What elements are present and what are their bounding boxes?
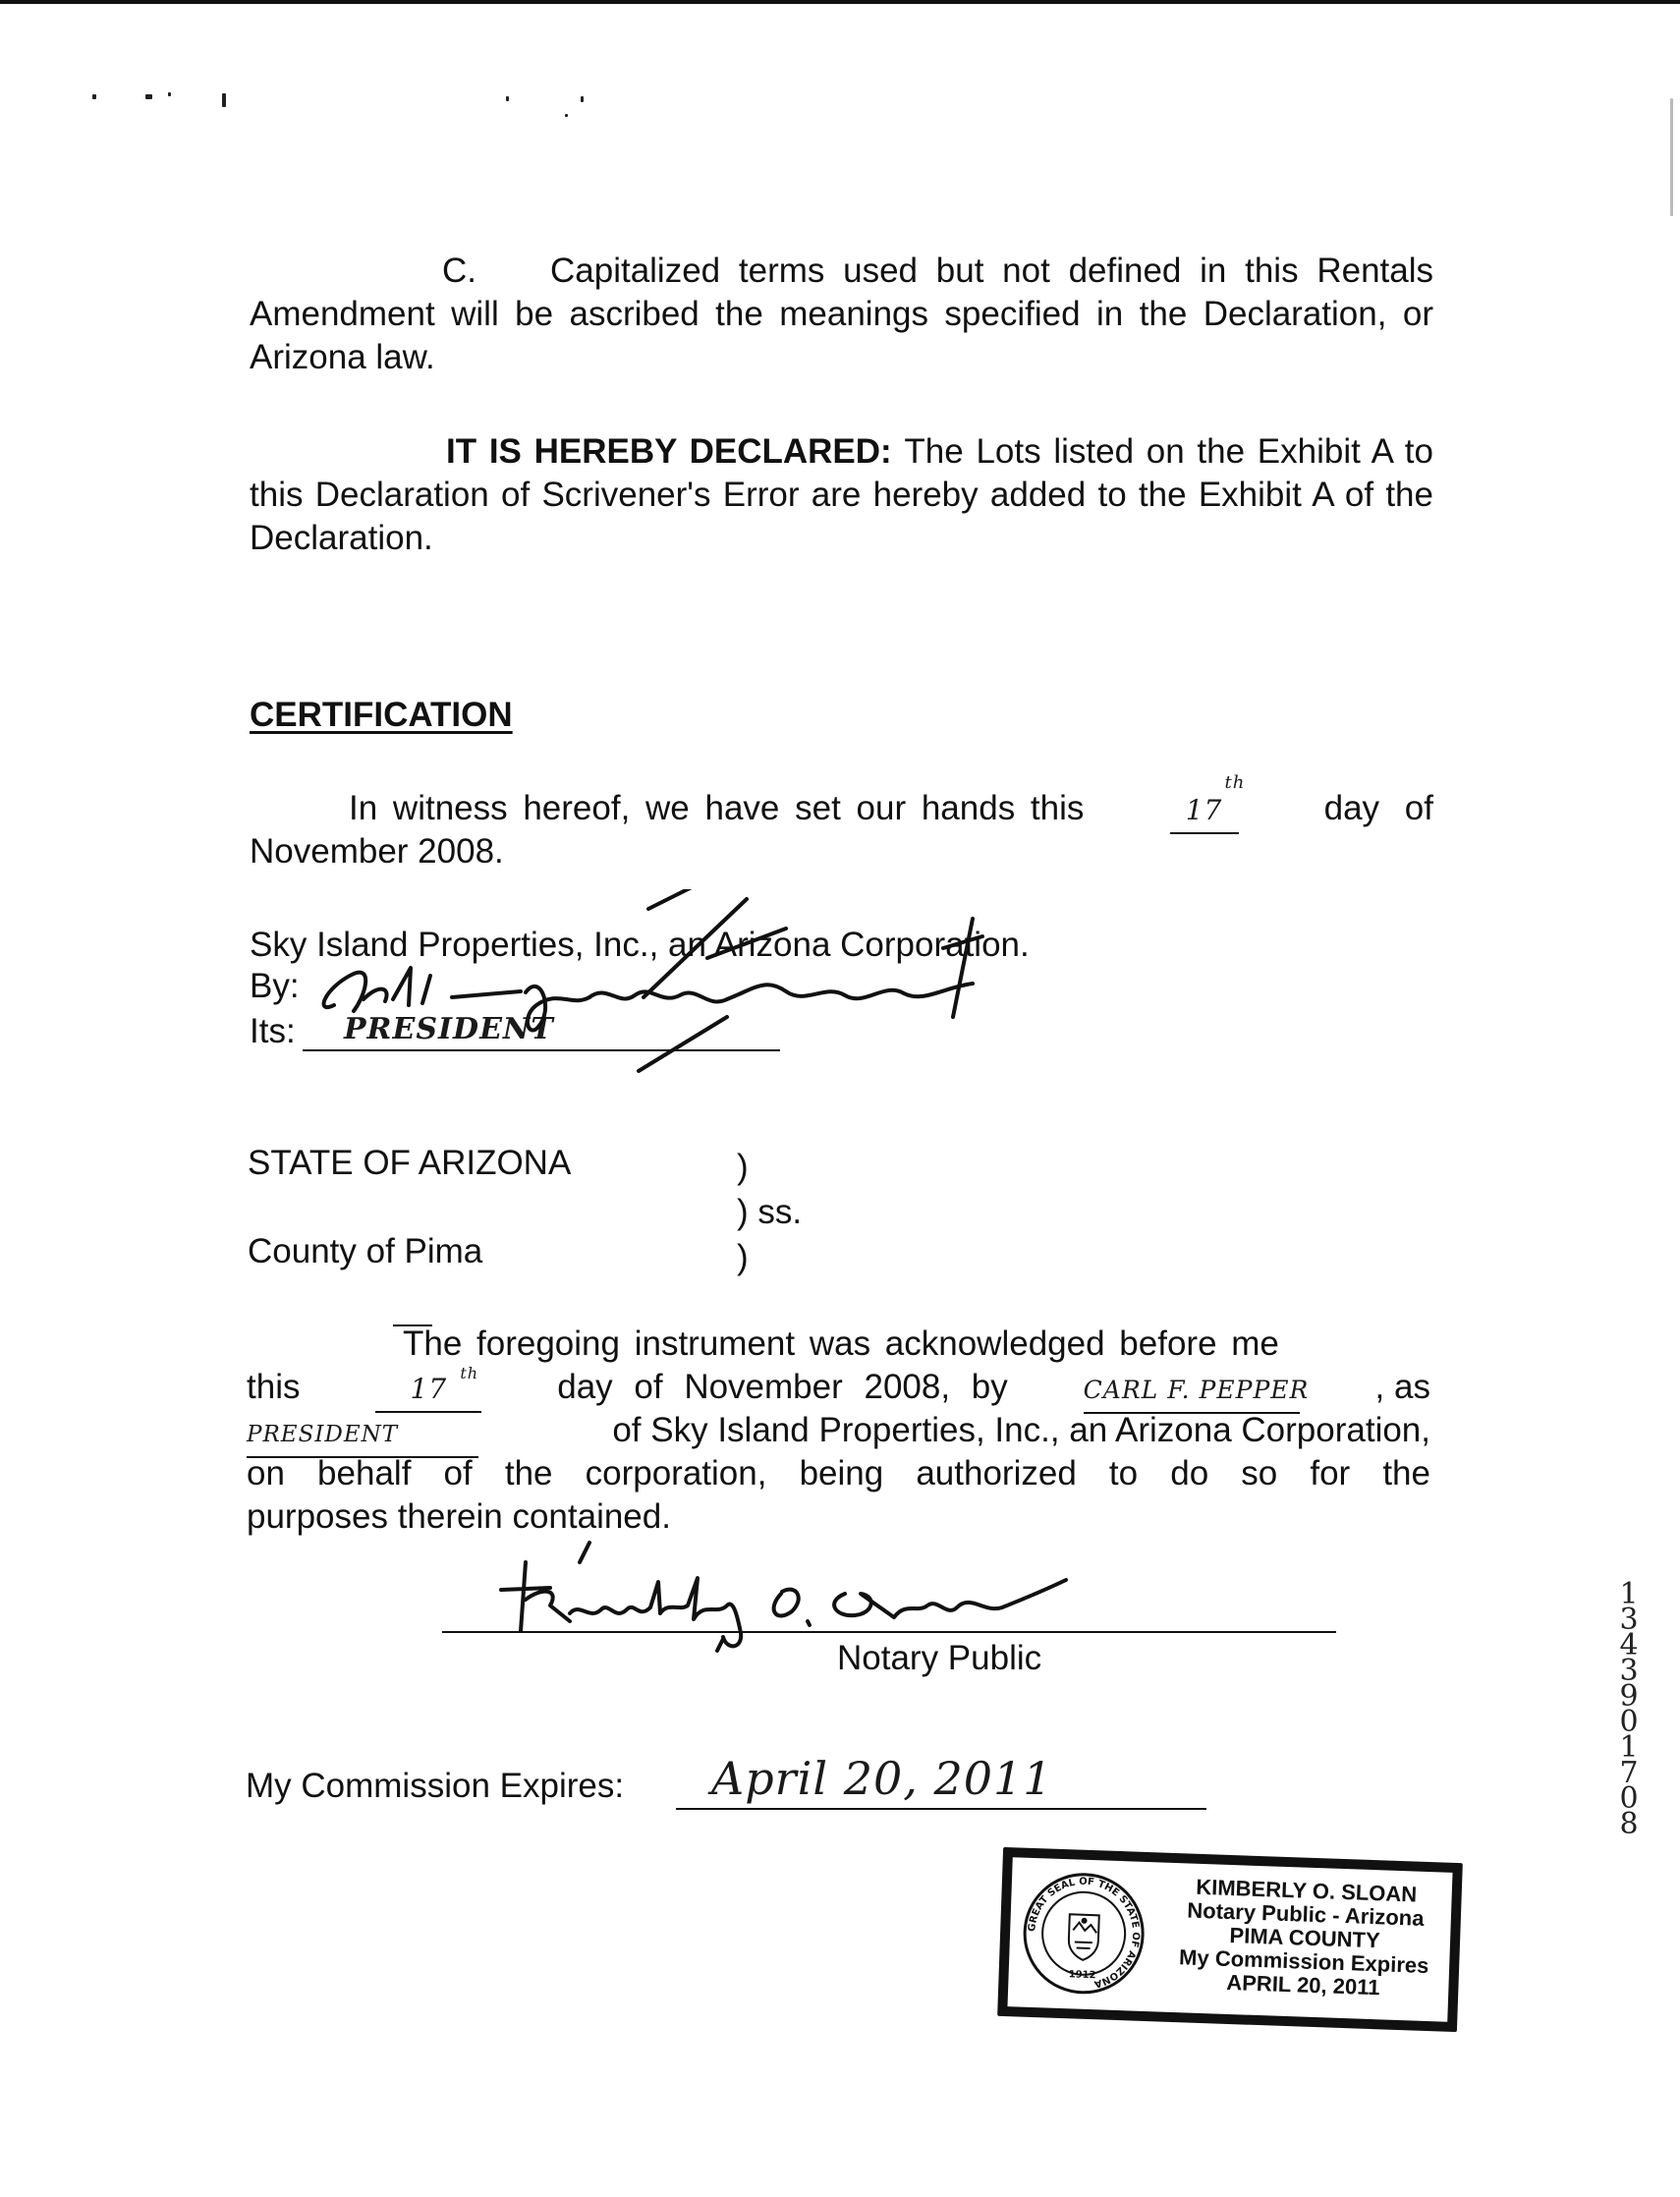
- certification-heading: CERTIFICATION: [250, 696, 513, 734]
- declared-lead: IT IS HEREBY DECLARED:: [446, 432, 892, 471]
- scan-speck: [145, 94, 152, 99]
- venue-ss: ) ss.: [737, 1193, 803, 1231]
- scan-speck: [506, 96, 509, 101]
- scan-speck: [581, 96, 584, 102]
- ack-day-blank: [375, 1366, 481, 1413]
- witness-after: day of: [1323, 789, 1433, 827]
- its-value: PRESIDENT: [344, 1012, 554, 1046]
- notary-label: Notary Public: [837, 1639, 1042, 1677]
- scan-speck: [92, 94, 96, 99]
- witness-line-2: November 2008.: [250, 832, 504, 871]
- paragraph-c-text: Capitalized terms used but not defined in this Rentals Amendment will be ascribed the meanings specified in the Declaration, or Arizona law.: [250, 252, 1433, 376]
- ack-line-1-text: The foregoing instrument was acknowledged before me: [403, 1324, 1279, 1363]
- ack-line-1: [403, 1323, 1430, 1366]
- notary-signature-line: [442, 1586, 1336, 1633]
- ack-line-5: purposes therein contained.: [247, 1497, 671, 1536]
- declared-text: The Lots listed on the Exhibit A to this Declaration of Scrivener's Error are hereby added to the Exhibit A of the Declaration.: [250, 432, 1433, 557]
- witness-day: 17: [1185, 794, 1223, 826]
- ack-as: , as: [1374, 1368, 1430, 1406]
- ack-day: 17: [410, 1373, 448, 1405]
- county-label: County of Pima: [248, 1232, 483, 1270]
- stamp-expires-date: APRIL 20, 2011: [1225, 1969, 1380, 2000]
- president-signature: [295, 889, 1081, 1086]
- ack-this: this: [247, 1368, 301, 1406]
- witness-day-blank: [1170, 772, 1246, 834]
- seal-ring-text: GREAT SEAL OF THE STATE OF ARIZONA: [1027, 1876, 1142, 1990]
- stamp-text: [1157, 1875, 1452, 2002]
- scan-speck: [222, 93, 226, 107]
- ack-person: CARL F. PEPPER: [1083, 1376, 1310, 1404]
- paragraph-c: [250, 250, 1433, 379]
- scan-top-edge: [0, 0, 1680, 4]
- scan-speck: [565, 114, 568, 117]
- venue-paren-top: ): [737, 1148, 749, 1186]
- stamp-name: KIMBERLY O. SLOAN: [1195, 1874, 1418, 1907]
- venue-paren-bottom: ): [737, 1238, 749, 1276]
- state-label: STATE OF ARIZONA: [248, 1144, 572, 1182]
- stamp-title: Notary Public - Arizona: [1186, 1897, 1425, 1931]
- witness-before: In witness hereof, we have set our hands this: [349, 789, 1085, 827]
- recording-number: 13439 01708: [1619, 1577, 1649, 1841]
- paragraph-c-letter: C.: [442, 252, 476, 290]
- ack-person-blank: [1083, 1366, 1310, 1414]
- ack-title: PRESIDENT: [247, 1422, 399, 1447]
- witness-day-suffix: th: [1224, 772, 1246, 793]
- ack-line-3: [247, 1409, 1430, 1458]
- its-label: Its:: [250, 1012, 296, 1050]
- ack-line-4-text: on behalf of the corporation, being authorized to do so for the: [247, 1454, 1430, 1493]
- ack-day-text: day of November 2008, by: [557, 1368, 1008, 1406]
- seal-year: 1912: [1068, 1969, 1096, 1982]
- ack-day-suffix: th: [460, 1364, 479, 1382]
- ack-title-blank: [247, 1409, 478, 1458]
- company-name: Sky Island Properties, Inc., an Arizona Corporation.: [250, 926, 1030, 964]
- arizona-seal-icon: [1020, 1870, 1148, 1998]
- stamp-expires-label: My Commission Expires: [1178, 1944, 1429, 1979]
- witness-line: [349, 772, 1433, 834]
- scan-speck: [168, 92, 171, 96]
- ack-line-4: [247, 1452, 1430, 1495]
- notary-stamp: [997, 1847, 1463, 2032]
- declared-paragraph: [250, 430, 1433, 560]
- commission-label: My Commission Expires:: [246, 1767, 625, 1805]
- scan-speck: [1670, 98, 1673, 216]
- by-label: By:: [250, 967, 300, 1005]
- commission-value: April 20, 2011: [711, 1752, 1053, 1805]
- stamp-county: PIMA COUNTY: [1229, 1922, 1381, 1953]
- ack-line-3-rest: of Sky Island Properties, Inc., an Arizona Corporation,: [612, 1411, 1430, 1449]
- ack-line-2: [247, 1366, 1430, 1414]
